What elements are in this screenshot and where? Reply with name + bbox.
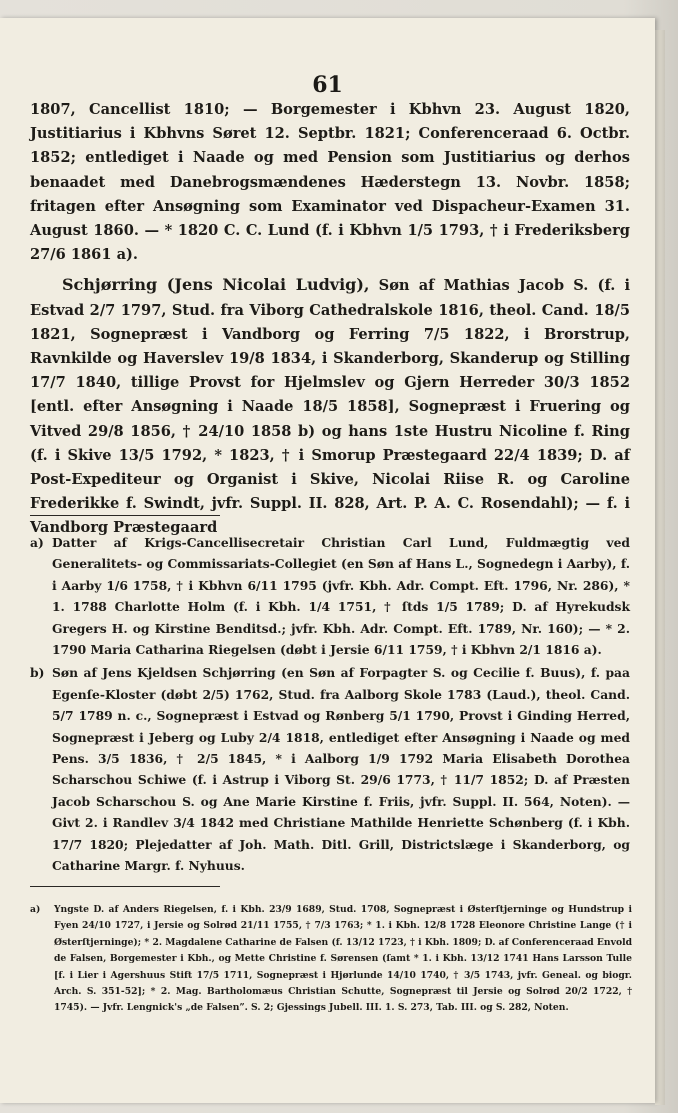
subnote-text: Yngste D. af Anders Riegelsen, f. i Kbh. 23/9 1689, Stud. 1708, Sognepræst i Østerſtjerninge og Hundstrup i Fyen 24/10 1727, i Jersie og Solrød 21/11 1755, † 7/3 1763; * 1. i Kbh. 12/8 1728 Eleonore Christine Lange († i Østerſtjerninge); * 2. Magdalene Catharine de Falsen (f. 13/12 1723, † i Kbh. 1809; D. af Conferenceraad Envold de Falsen, Borgemester i Kbh., og Mette Christine f. Sørensen (ſamt * 1. i Kbh. 13/12 1741 Hans Larsson Tulle [f. i Lier i Agershuus Stift 17/5 1711, Sognepræst i Hjørlunde 14/10 1740, † 3/5 1743, jvfr. Geneal. og biogr. Arch. S. 351-52]; * 2. Mag. Bartholomæus Christian Schutte, Sognepræst til Jersie og Solrød 20/2 1722, † 1745). — Jvfr. Lengnick's „de Falsen”. S. 2; Gjessings Jubell. III. 1. S. 273, Tab. III. og S. 282, Noten. (54, 904, 632, 1014)
paragraph-1: 1807, Cancellist 1810; — Borgemester i Kbhvn 23. August 1820, Justitiarius i Kbhvns Søret 12. Septbr. 1821; Conferenceraad 6. Octbr. 1852; entlediget i Naade og med Pension som Justitiarius og derhos benaadet med Danebrogsmændenes Hæderstegn 13. Novbr. 1858; fritagen efter Ansøgning som Examinator ved Dispacheur-Examen 31. August 1860. — * 1820 C. C. Lund (f. i Kbhvn 1/5 1793, † i Frederiksberg 27/6 1861 a). (30, 101, 630, 264)
subnotes (30, 902, 632, 1019)
footnote-divider (30, 515, 220, 516)
footnote-label: a) (30, 535, 44, 550)
subnote-label: a) (30, 904, 41, 915)
page-number: 61 (312, 72, 343, 98)
subnote-a (30, 902, 632, 1017)
paragraph-2 (30, 273, 630, 540)
footnote-b (30, 662, 630, 876)
footnotes (30, 532, 630, 879)
main-text (30, 98, 630, 541)
footnote-a (30, 532, 630, 660)
page-edge (655, 30, 665, 1105)
entry-heading: Schjørring (Jens Nicolai Ludvig), (62, 275, 370, 295)
footnote-text: Datter af Krigs-Cancellisecretair Christian Carl Lund, Fuldmægtig ved Generalitets- og Commissariats-Collegiet (en Søn af Hans L., Sognedegn i Aarby), f. i Aarby 1/6 1758, † i Kbhvn 6/11 1795 (jvfr. Kbh. Adr. Compt. Eft. 1796, Nr. 286), * 1. 1788 Charlotte Holm (f. i Kbh. 1/4 1751, † ſtds 1/5 1789; D. af Hyrekudsk Gregers H. og Kirstine Benditsd.; jvfr. Kbh. Adr. Compt. Eft. 1789, Nr. 160); — * 2. 1790 Maria Catharina Riegelsen (døbt i Jersie 6/11 1759, † i Kbhvn 2/1 1816 a). (52, 535, 630, 658)
subnote-divider (30, 886, 220, 887)
paragraph-2-text: Søn af Mathias Jacob S. (f. i Estvad 2/7 1797, Stud. fra Viborg Cathedralskole 1816, theol. Cand. 18/5 1821, Sognepræst i Vandborg og Ferring 7/5 1822, i Brorstrup, Ravnkilde og Haverslev 19/8 1834, i Skanderborg, Skanderup og Stilling 17/7 1840, tillige Provst for Hjelmslev og Gjern Herreder 30/3 1852 [entl. efter Ansøgning i Naade 18/5 1858], Sognepræst i Fruering og Vitved 29/8 1856, † 24/10 1858 b) og hans 1ste Hustru Nicoline f. Ring (f. i Skive 13/5 1792, * 1823, † i Smorup Præstegaard 22/4 1839; D. af Post-Expediteur og Organist i Skive, Nicolai Riise R. og Caroline Frederikke f. Swindt, jvfr. Suppl. II. 828, Art. P. A. C. Rosendahl); — f. i Vandborg Præstegaard (30, 277, 630, 537)
footnote-text: Søn af Jens Kjeldsen Schjørring (en Søn af Forpagter S. og Cecilie f. Buus), f. paa Egenſe-Kloster (døbt 2/5) 1762, Stud. fra Aalborg Skole 1783 (Laud.), theol. Cand. 5/7 1789 n. c., Sognepræst i Estvad og Rønberg 5/1 1790, Provst i Ginding Herred, Sognepræst i Jeberg og Luby 2/4 1818, entlediget efter Ansøgning i Naade og med Pens. 3/5 1836, † 2/5 1845, * i Aalborg 1/9 1792 Maria Elisabeth Dorothea Scharschou Schiwe (f. i Astrup i Viborg St. 29/6 1773, † 11/7 1852; D. af Præsten Jacob Scharschou S. og Ane Marie Kirstine f. Friis, jvfr. Suppl. II. 564, Noten). — Givt 2. i Randlev 3/4 1842 med Christiane Mathilde Henriette Schønberg (f. i Kbh. 17/7 1820; Plejedatter af Joh. Math. Ditl. Grill, Districtslæge i Skanderborg, og Catharine Margr. f. Nyhuus. (52, 665, 630, 874)
footnote-label: b) (30, 665, 45, 681)
